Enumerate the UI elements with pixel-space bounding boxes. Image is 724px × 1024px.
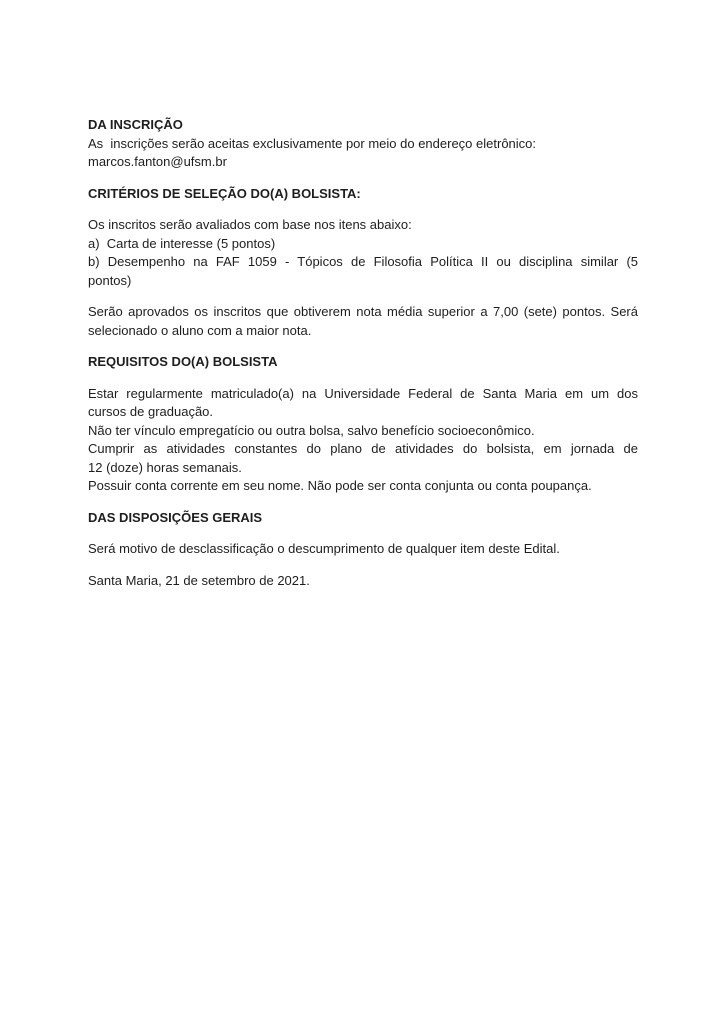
section-heading-criterios-selecao: CRITÉRIOS DE SELEÇÃO DO(A) BOLSISTA: (88, 185, 361, 201)
blank-line (88, 172, 638, 185)
line-avaliacao-intro: Os inscritos serão avaliados com base nos itens abaixo: (88, 217, 412, 232)
section-heading-da-inscricao: DA INSCRIÇÃO (88, 117, 183, 132)
blank-line (88, 559, 638, 572)
blank-line (88, 496, 638, 509)
list-item-b-continuation: pontos) (88, 272, 132, 288)
line-requisito-vinculo: Não ter vínculo empregatício ou outra bolsa, salvo benefício socioeconômico. (88, 422, 535, 438)
line-aprovacao-nota: Serão aprovados os inscritos que obtiverem nota média superior a 7,00 (sete) pontos. Será (88, 304, 638, 319)
line-requisito-matricula-cont: cursos de graduação. (88, 404, 214, 419)
blank-line (88, 203, 638, 216)
section-heading-disposicoes-gerais: DAS DISPOSIÇÕES GERAIS (88, 509, 263, 525)
blank-line (88, 372, 638, 385)
line-requisito-atividades-cont: 12 (doze) horas semanais. (88, 459, 242, 475)
line-requisito-conta-corrente: Possuir conta corrente em seu nome. Não pode ser conta conjunta ou conta poupança. (88, 478, 592, 493)
blank-line (88, 340, 638, 353)
blank-line (88, 290, 638, 303)
section-heading-requisitos: REQUISITOS DO(A) BOLSISTA (88, 354, 278, 369)
line-aprovacao-continuation: selecionado o aluno com a maior nota. (88, 322, 312, 338)
line-requisito-matricula: Estar regularmente matriculado(a) na Universidade Federal de Santa Maria em um dos (88, 385, 638, 401)
email-address: marcos.fanton@ufsm.br (88, 154, 227, 169)
blank-line (88, 527, 638, 540)
line-desclassificacao: Será motivo de desclassificação o descumprimento de qualquer item deste Edital. (88, 541, 560, 556)
line-local-data: Santa Maria, 21 de setembro de 2021. (88, 572, 310, 588)
document-body (88, 116, 638, 590)
line-inscricao-info: As inscrições serão aceitas exclusivamente por meio do endereço eletrônico: (88, 135, 537, 151)
line-requisito-atividades: Cumprir as atividades constantes do plano de atividades do bolsista, em jornada de (88, 441, 638, 456)
list-item-b-desempenho: b) Desempenho na FAF 1059 - Tópicos de Filosofia Política II ou disciplina similar (5 (88, 254, 638, 269)
list-item-a-carta-interesse: a) Carta de interesse (5 pontos) (88, 235, 276, 251)
